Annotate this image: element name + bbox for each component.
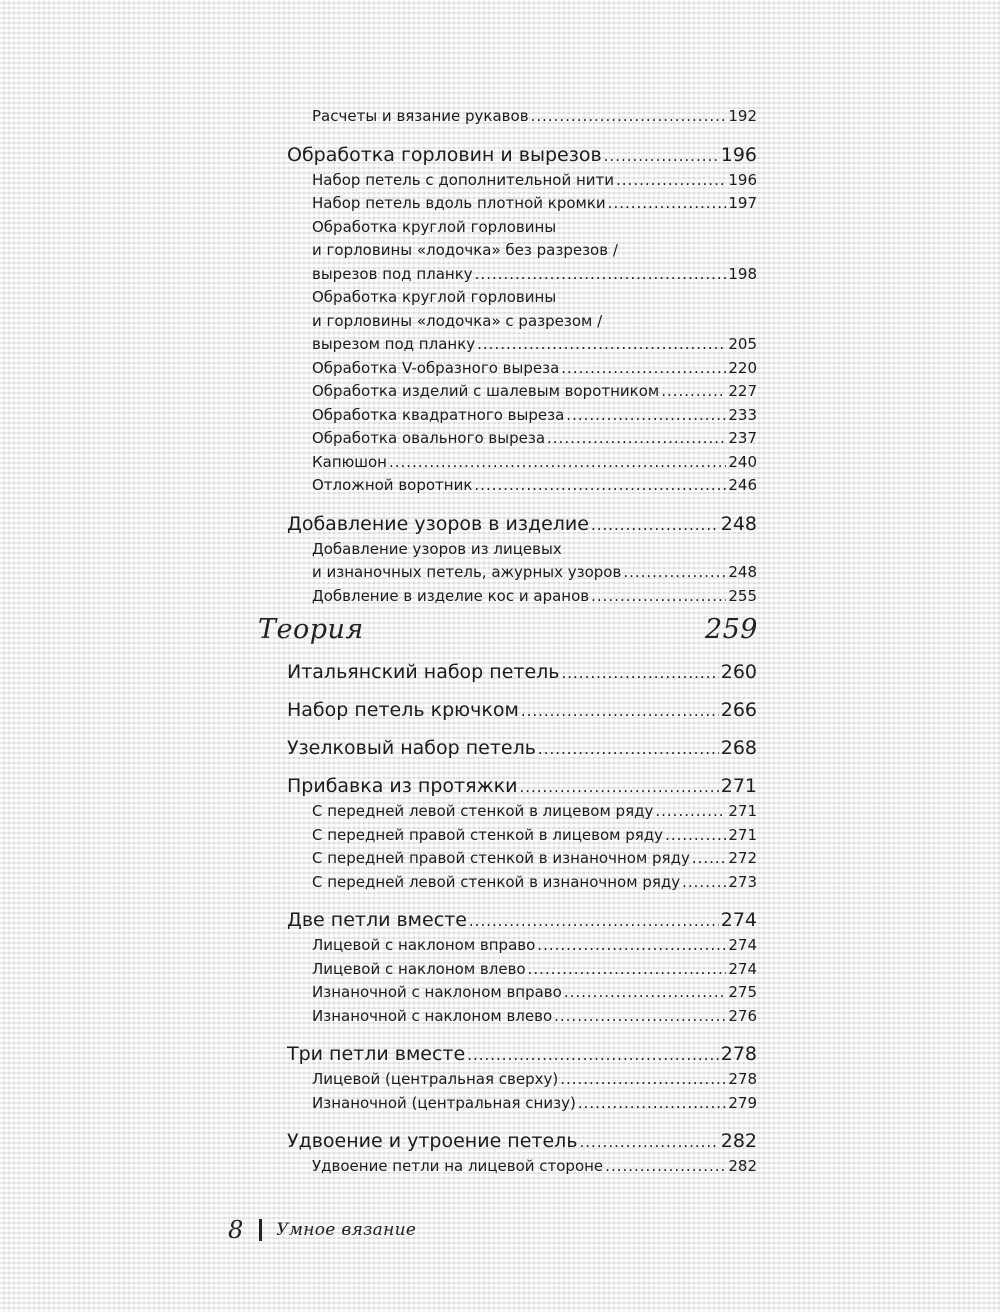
toc-entry[interactable]: Обработка овального выреза ..... 237 [312,427,757,451]
toc-entry[interactable]: Капюшон ..... 240 [312,451,757,475]
toc-entry[interactable]: Обработка V-образного выреза ..... 220 [312,357,757,381]
toc-section-knot[interactable]: Узелковый набор петель ..... 268 [287,735,757,762]
toc-section-pribavka[interactable]: Прибавка из протяжки ..... 271 [287,773,757,800]
toc-entry-multiline[interactable]: Добавление узоров из лицевых и изнаночных петель, ажурных узоров ..... 248 [287,538,757,585]
toc-entry[interactable]: Набор петель с дополнительной нити ..... 196 [312,169,757,193]
toc-section-udvoenie[interactable]: Удвоение и утроение петель ..... 282 [287,1128,757,1155]
toc-section-hook[interactable]: Набор петель крючком ..... 266 [287,697,757,724]
toc-upper [287,105,757,608]
toc-entry[interactable]: Расчеты и вязание рукавов ..... 192 [312,105,757,129]
toc-entry[interactable]: С передней левой стенкой в лицевом ряду ..... 271 [312,800,757,824]
toc-section-italian[interactable]: Итальянский набор петель ..... 260 [287,659,757,686]
toc-section-dve[interactable]: Две петли вместе ..... 274 [287,907,757,934]
part-title: Теория [258,614,364,645]
toc-entry[interactable]: Обработка квадратного выреза ..... 233 [312,404,757,428]
toc-entry[interactable]: Изнаночной с наклоном вправо ..... 275 [312,981,757,1005]
part-page: 259 [704,614,758,645]
page-number: 8 [228,1216,244,1244]
toc-entry[interactable]: С передней правой стенкой в изнаночном ряду ..... 272 [312,847,757,871]
toc-entry-multiline[interactable]: Обработка круглой горловины и горловины «лодочка» без разрезов / вырезов под планку ..... 198 [287,216,757,287]
toc-section-tri[interactable]: Три петли вместе ..... 278 [287,1041,757,1068]
part-heading[interactable] [258,614,758,645]
footer-divider [259,1219,262,1241]
toc-entry[interactable]: Лицевой с наклоном вправо ..... 274 [312,934,757,958]
toc-section-uzory[interactable]: Добавление узоров в изделие ..... 248 [287,511,757,538]
toc-entry[interactable]: Удвоение петли на лицевой стороне ..... 282 [312,1155,757,1179]
toc-entry-multiline[interactable]: Обработка круглой горловины и горловины «лодочка» с разрезом / вырезом под планку ..... 205 [287,286,757,357]
toc-entry[interactable]: Лицевой (центральная сверху) ..... 278 [312,1068,757,1092]
page-footer [228,1216,416,1244]
toc-entry[interactable]: С передней левой стенкой в изнаночном ряду ..... 273 [312,871,757,895]
book-title: Умное вязание [276,1220,417,1240]
toc-entry[interactable]: Изнаночной (центральная снизу) ..... 279 [312,1092,757,1116]
toc-entry[interactable]: Отложной воротник ..... 246 [312,474,757,498]
toc-entry[interactable]: Добвление в изделие кос и аранов ..... 255 [312,585,757,609]
toc-entry[interactable]: Набор петель вдоль плотной кромки ..... 197 [312,192,757,216]
toc-entry[interactable]: Лицевой с наклоном влево ..... 274 [312,958,757,982]
toc-entry[interactable]: Изнаночной с наклоном влево ..... 276 [312,1005,757,1029]
toc-theory [287,659,757,1179]
toc-entry[interactable]: С передней правой стенкой в лицевом ряду ..... 271 [312,824,757,848]
toc-entry[interactable]: Обработка изделий с шалевым воротником ..... 227 [312,380,757,404]
toc-section-gorloviny[interactable]: Обработка горловин и вырезов ..... 196 [287,142,757,169]
